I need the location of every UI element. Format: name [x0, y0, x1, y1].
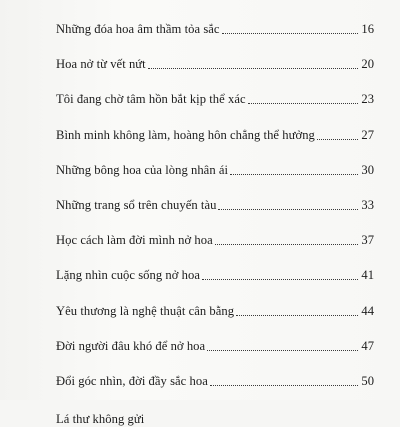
dot-leader [148, 68, 358, 69]
dot-leader [236, 315, 358, 316]
toc-entry [56, 188, 374, 223]
dot-leader [230, 174, 358, 175]
toc-entry-title: Những đóa hoa âm thầm tỏa sắc [56, 22, 220, 37]
toc-entry-title: Lá thư không gửi [56, 412, 145, 427]
toc-entry [56, 153, 374, 188]
toc-entry-page: 44 [361, 303, 374, 318]
toc-entry-title: Học cách làm đời mình nở hoa [56, 233, 213, 248]
toc-entry-title: Tôi đang chờ tâm hồn bắt kịp thể xác [56, 92, 246, 107]
toc-entry-title: Bình minh không làm, hoàng hôn chẳng thể hưởng [56, 127, 315, 142]
toc-entry [56, 223, 374, 258]
toc-entry [56, 329, 374, 364]
toc-entry-page: 37 [361, 233, 374, 248]
toc-entry-page: 20 [361, 57, 374, 72]
toc-entry [56, 47, 374, 82]
toc-entry [56, 258, 374, 293]
toc-entry-page: 47 [361, 338, 374, 353]
dot-leader [222, 33, 358, 34]
toc-entry-title: Những trang sổ trên chuyến tàu [56, 198, 217, 213]
dot-leader [215, 244, 358, 245]
dot-leader [210, 385, 358, 386]
toc-entry-title: Đời người đâu khó để nở hoa [56, 338, 206, 353]
toc-entry [56, 118, 374, 153]
dot-leader [207, 350, 358, 351]
dot-leader [317, 139, 358, 140]
toc-entry-page: 23 [361, 92, 374, 107]
toc-entry-page: 16 [361, 22, 374, 37]
toc-entry-page: 50 [361, 373, 374, 388]
table-of-contents [56, 12, 374, 427]
toc-entry [56, 294, 374, 329]
toc-entry-page: 27 [361, 127, 374, 142]
toc-entry-page: 33 [361, 198, 374, 213]
toc-entry [56, 399, 374, 427]
dot-leader [248, 103, 358, 104]
toc-entry [56, 82, 374, 117]
dot-leader [218, 209, 358, 210]
dot-leader [202, 279, 358, 280]
toc-entry-title: Lặng nhìn cuộc sống nở hoa [56, 268, 201, 283]
toc-entry [56, 12, 374, 47]
toc-entry [56, 364, 374, 399]
toc-entry-title: Hoa nở từ vết nứt [56, 57, 146, 72]
toc-entry-title: Những bông hoa của lòng nhân ái [56, 162, 229, 177]
toc-entry-page: 41 [361, 268, 374, 283]
toc-entry-title: Đổi góc nhìn, đời đầy sắc hoa [56, 373, 208, 388]
toc-entry-page: 30 [361, 162, 374, 177]
toc-entry-title: Yêu thương là nghệ thuật cân bằng [56, 303, 235, 318]
